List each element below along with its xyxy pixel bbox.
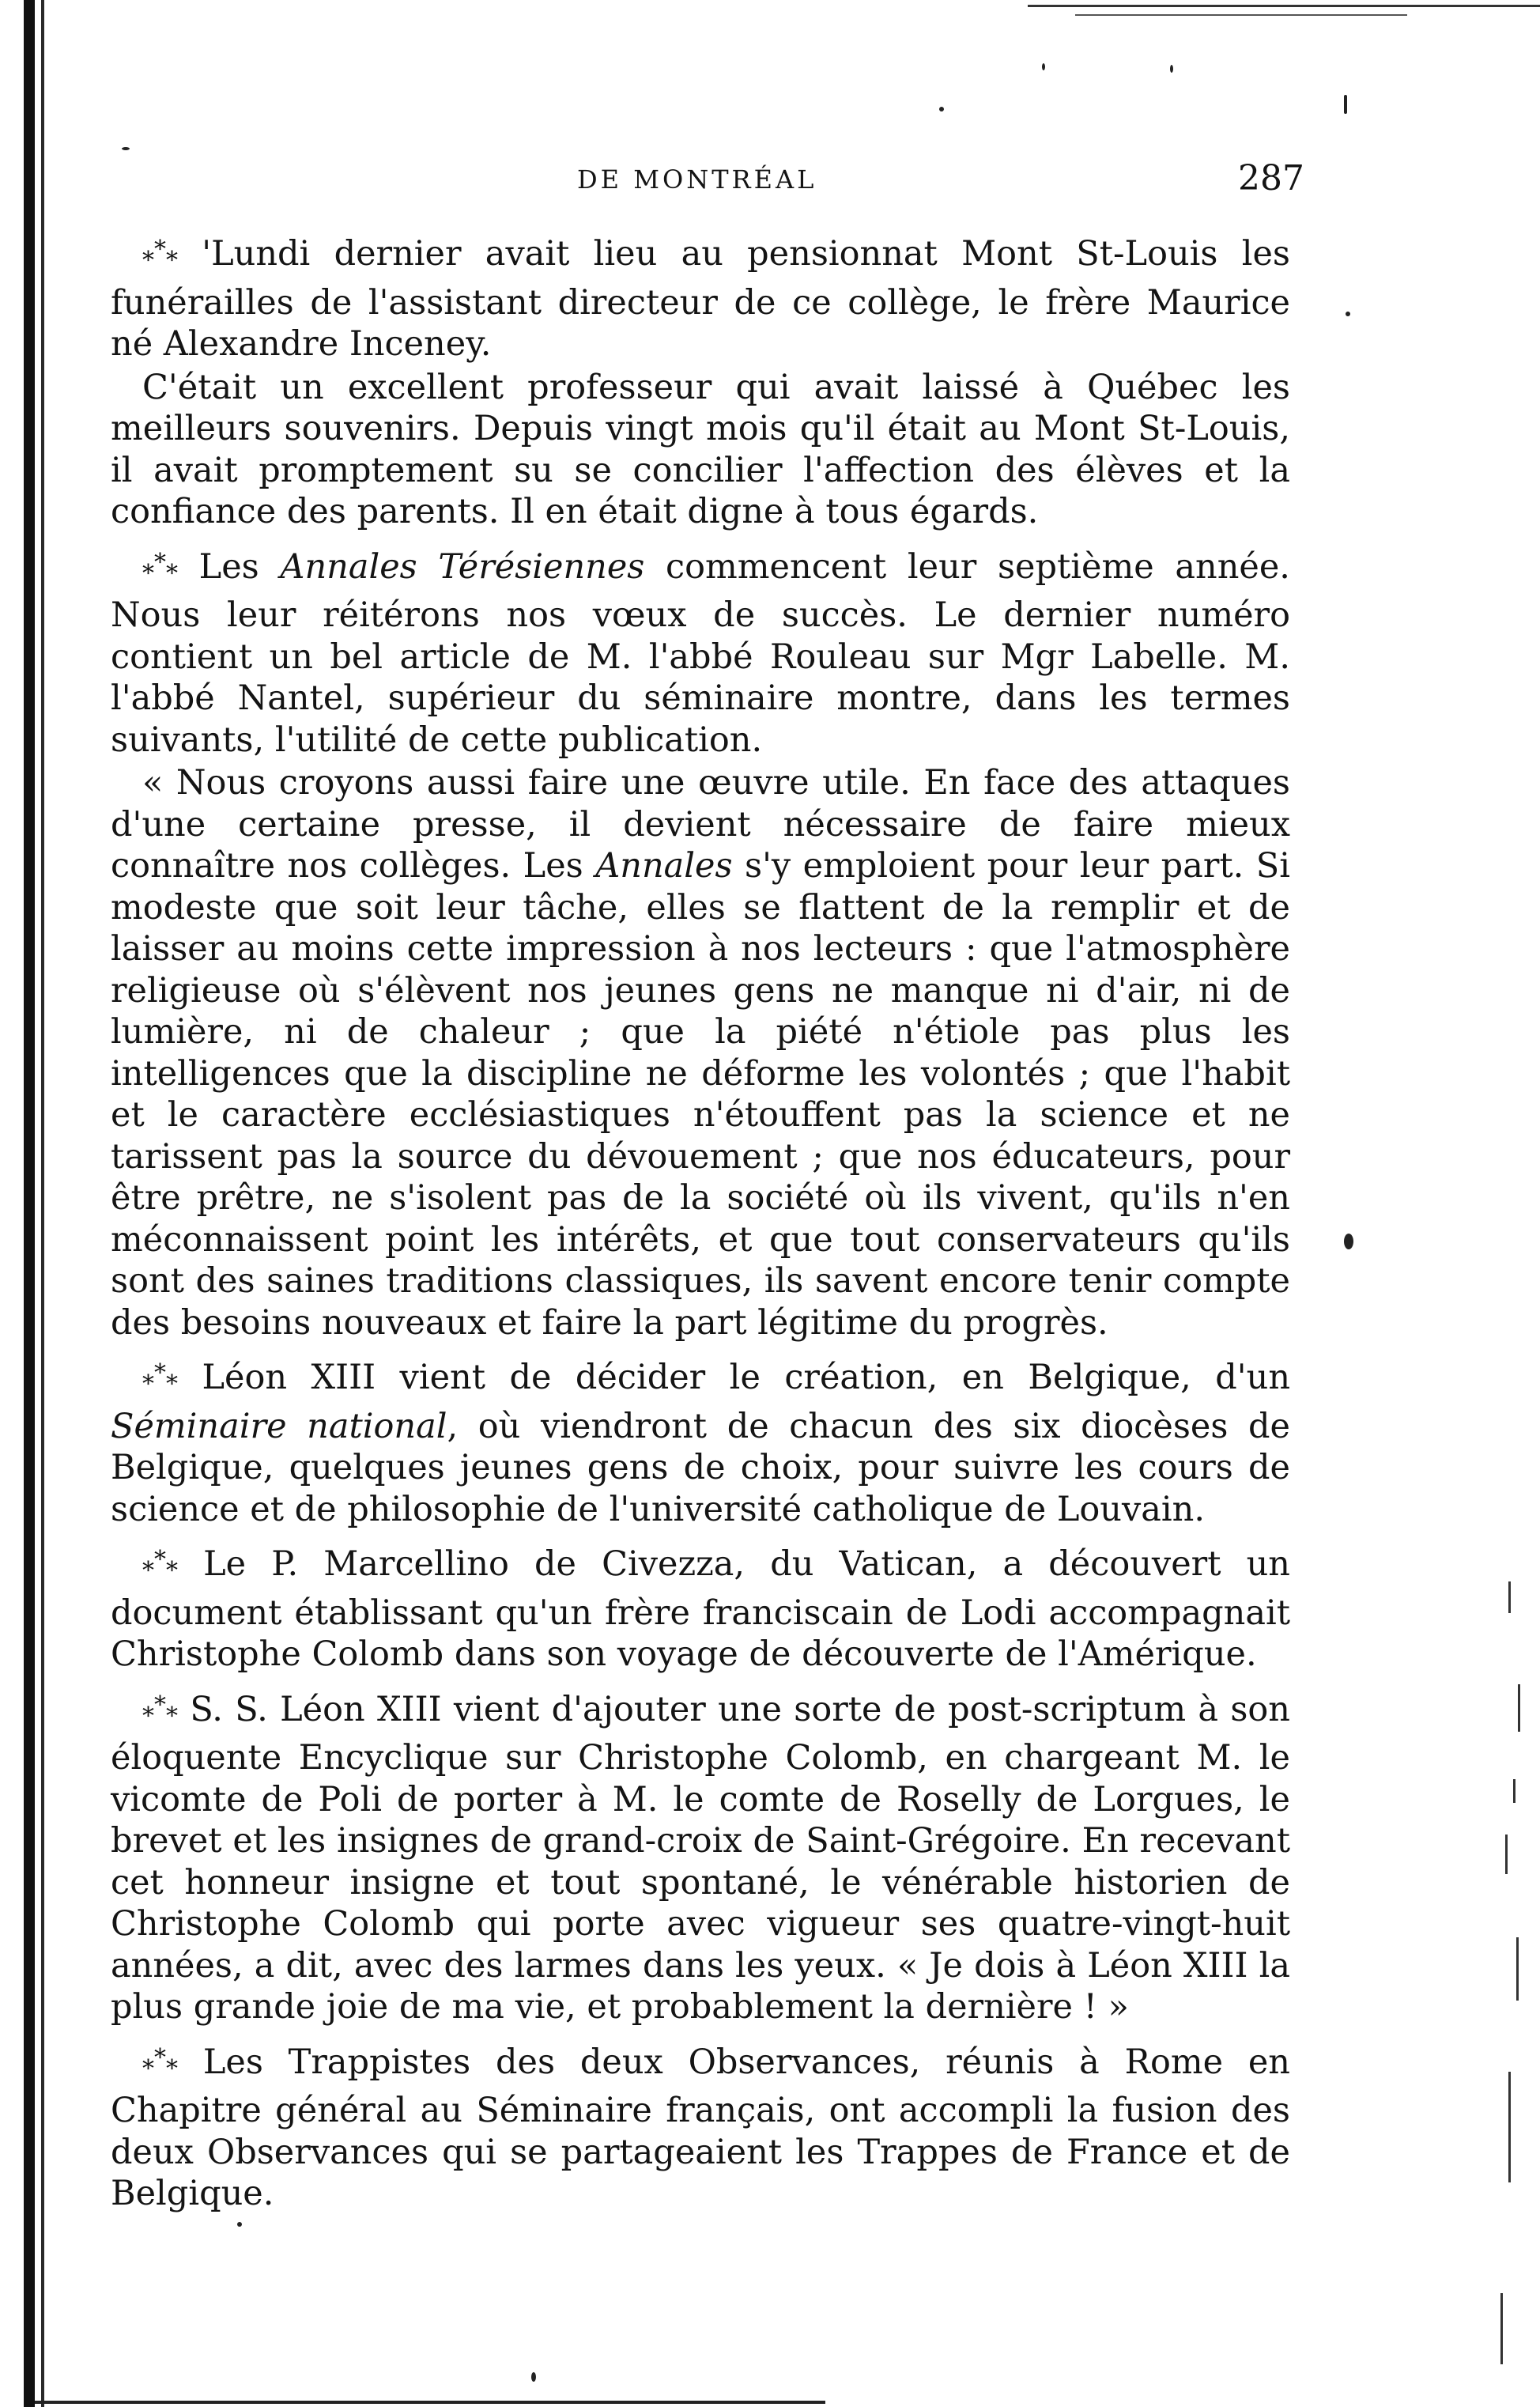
- asterism-star: *: [166, 2054, 178, 2083]
- paragraph-6: [111, 1540, 1290, 1676]
- ink-speck: [939, 107, 944, 111]
- page-top-edge-secondary: [1075, 14, 1407, 16]
- text-run: S. S. Léon XIII vient d'ajouter une sorte de post-scriptum à son éloquente Encyclique sur Christophe Colomb, en chargeant M. le vicomte de Poli de porter à M. le comte de Roselly de Lorgues, le brevet et les insignes de grand-croix de Saint-Grégoire. En recevant cet honneur insigne et tout spontané, le vénérable historien de Christophe Colomb qui porte avec vigueur ses quatre-vingt-huit années, a dit, avec des larmes dans les yeux. « Je dois à Léon XIII la plus grande joie de ma vie, et probablement la dernière ! »: [111, 1689, 1290, 2027]
- ink-speck: [1344, 95, 1347, 114]
- page-edge-line: [41, 0, 44, 2407]
- text-run: , où viendront de chacun des six diocèses de Belgique, quelques jeunes gens de choix, pour suivre les cours de science et de philosophie de l'université catholique de Louvain.: [111, 1406, 1290, 1529]
- text-run: Les Trappistes des deux Observances, réunis à Rome en Chapitre général au Séminaire français, ont accompli la fusion des deux Observances qui se partageaient les Trappes de France et de Belgique.: [111, 2042, 1291, 2213]
- asterism-star: *: [142, 559, 154, 588]
- ink-speck: [237, 2222, 242, 2227]
- text-run: C'était un excellent professeur qui avait laissé à Québec les meilleurs souvenirs. Depuis vingt mois qu'il était au Mont St-Louis, il avait promptement su se concilier l'affection des élèves et la confiance des parents. Il en était digne à tous égards.: [111, 367, 1290, 531]
- ink-speck: [1344, 1234, 1353, 1249]
- text-run: Léon XIII vient de décider le création, en Belgique, d'un: [202, 1358, 1291, 1397]
- asterism-star: *: [154, 548, 166, 576]
- asterism-mark: [142, 2043, 178, 2083]
- page-top-edge: [1028, 5, 1540, 7]
- asterism-star: *: [142, 2054, 154, 2083]
- italic-title: Séminaire national: [111, 1406, 447, 1446]
- asterism-star: *: [166, 1370, 178, 1398]
- text-run: Le P. Marcellino de Civezza, du Vatican, a découvert un document établissant qu'un frère franciscain de Lodi accompagnait Christophe Colomb dans son voyage de découverte de l'Amérique.: [111, 1544, 1290, 1674]
- edge-artifact: [1508, 2072, 1511, 2182]
- asterism-star: *: [166, 1702, 178, 1730]
- page-bottom-edge: [35, 2401, 825, 2404]
- page-number: 287: [1238, 158, 1304, 198]
- text-run: s'y emploient pour leur part. Si modeste que soit leur tâche, elles se flattent de la remplir et de laisser au moins cette impression à nos lecteurs : que l'atmosphère religieuse où s'élèvent nos jeunes gens ne manque ni d'air, ni de lumière, ni de chaleur ; que la piété n'étiole pas plus les intelligences que la discipline ne déforme les volontés ; que l'habit et le caractère ecclésiastiques n'étouffent pas la science et ne tarissent pas la source du dévouement ; que nos éducateurs, pour être prêtre, ne s'isolent pas de la société où ils vivent, qu'ils n'en méconnaissent point les intérêts, et que tout conservateurs qu'ils sont des saines traditions classiques, ils savent encore tenir compte des besoins nouveaux et faire la part légitime du progrès.: [111, 846, 1290, 1343]
- asterism-star: *: [154, 2043, 166, 2072]
- asterism-star: *: [166, 559, 178, 588]
- ink-speck: [122, 147, 130, 150]
- running-title: DE MONTRÉAL: [577, 164, 817, 195]
- page-header: [111, 158, 1304, 213]
- italic-title: Annales Térésiennes: [280, 546, 645, 587]
- asterism-star: *: [154, 1691, 166, 1719]
- asterism-star: *: [142, 1370, 154, 1398]
- ink-speck: [531, 2372, 536, 2382]
- text-run: Les: [198, 546, 281, 587]
- asterism-mark: [142, 548, 178, 588]
- article-body: [111, 229, 1290, 2215]
- ink-speck: [1170, 65, 1173, 73]
- asterism-star: *: [142, 1557, 154, 1585]
- asterism-mark: [142, 1546, 178, 1585]
- edge-artifact: [1516, 1937, 1519, 2001]
- paragraph-1: [111, 229, 1290, 365]
- edge-artifact: [1518, 1684, 1520, 1732]
- asterism-star: *: [154, 1546, 166, 1574]
- text-run: 'Lundi dernier avait lieu au pensionnat Mont St-Louis les funérailles de l'assistant directeur de ce collège, le frère Maurice né Alexandre Inceney.: [111, 234, 1290, 364]
- asterism-star: *: [142, 247, 154, 274]
- asterism-star: *: [154, 1359, 166, 1387]
- edge-artifact: [1513, 1779, 1515, 1803]
- page-edge-binding-shadow: [24, 0, 35, 2407]
- paragraph-7: [111, 1685, 1290, 2028]
- ink-speck: [1346, 312, 1350, 316]
- paragraph-5: [111, 1353, 1290, 1530]
- paragraph-2: [111, 367, 1290, 533]
- text-run: « Nous croyons aussi faire une œuvre utile. En face des attaques d'une certaine presse, il devient nécessaire de faire mieux connaître nos collèges. Les: [111, 763, 1290, 886]
- asterism-mark: [142, 1691, 178, 1730]
- text-run: commencent leur septième année. Nous leur réitérons nos vœux de succès. Le dernier numéro contient un bel article de M. l'abbé Rouleau sur Mgr Labelle. M. l'abbé Nantel, supérieur du séminaire montre, dans les termes suivants, l'utilité de cette publication.: [111, 546, 1290, 760]
- asterism-star: *: [166, 247, 178, 274]
- italic-title: Annales: [595, 846, 733, 886]
- paragraph-8: [111, 2038, 1290, 2215]
- asterism-star: *: [154, 236, 166, 263]
- edge-artifact: [1505, 1835, 1508, 1874]
- edge-artifact: [1500, 2293, 1503, 2364]
- asterism-mark: [142, 1359, 178, 1398]
- ink-speck: [1042, 63, 1045, 70]
- paragraph-3: [111, 542, 1290, 761]
- asterism-star: *: [166, 1557, 178, 1585]
- paragraph-4: [111, 762, 1290, 1343]
- asterism-mark: [142, 236, 178, 274]
- edge-artifact: [1508, 1581, 1511, 1613]
- asterism-star: *: [142, 1702, 154, 1730]
